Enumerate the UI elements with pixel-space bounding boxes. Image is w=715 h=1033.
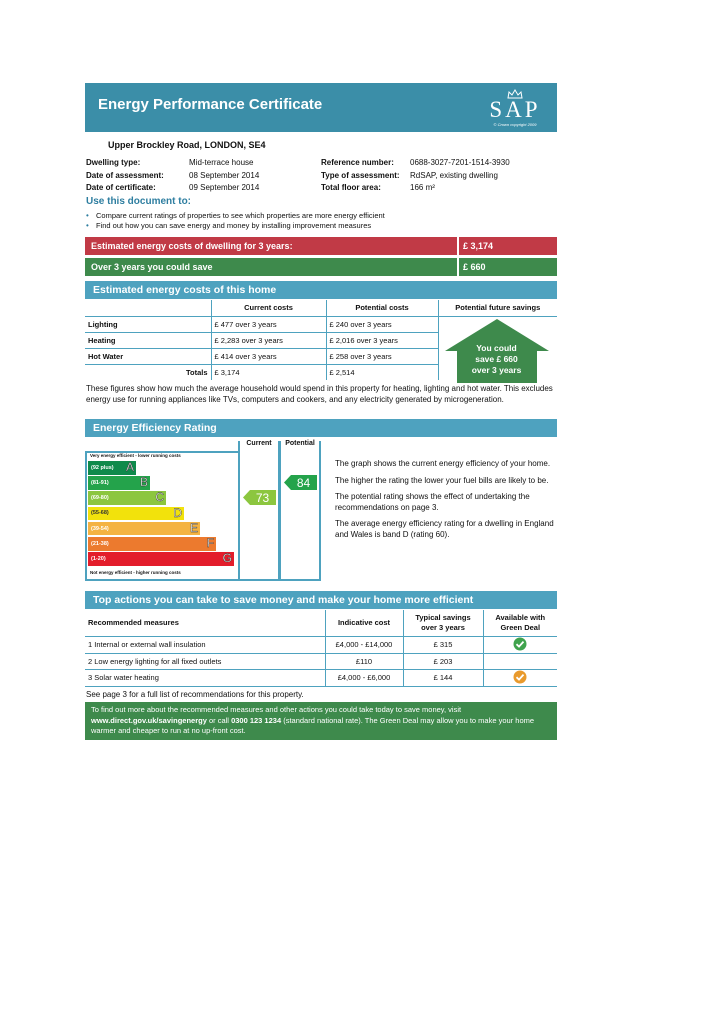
current-rating-value: 73 [255,490,270,505]
save-summary-bar [85,258,557,276]
bullet-text: Find out how you can save energy and money by installing improvement measures [96,221,372,230]
band-range: (1-20) [91,555,106,562]
table-header: Available with Green Deal [483,610,557,636]
band-range: (69-80) [91,495,109,502]
see-page-note: See page 3 for a full list of recommendations for this property. [86,690,304,699]
info-label: Date of certificate: [86,183,156,192]
band-range: (81-91) [91,479,109,486]
band-range: (92 plus) [91,464,114,471]
table-row [85,316,557,332]
rating-band-f [88,537,216,551]
table-header-row [85,300,557,316]
measure-name: 2 Low energy lighting for all fixed outlets [85,653,325,669]
band-letter: G [222,551,232,566]
band-letter: C [155,490,164,505]
orange-tick-icon [513,670,527,684]
table-header: Indicative cost [325,610,403,636]
info-label: Reference number: [321,158,394,167]
measure-saving: £ 203 [403,653,483,669]
current-cost: £ 477 over 3 years [211,316,326,332]
bottom-note: Not energy efficient - higher running costs [90,570,181,575]
green-deal-cell [483,636,557,653]
top-note: Very energy efficient - lower running costs [90,453,181,458]
cost-item: Heating [85,332,211,348]
table-row [85,636,557,653]
rating-chart [85,439,325,582]
actions-table [85,610,557,687]
info-value: 0688-3027-7201-1514-3930 [410,158,510,167]
measure-saving: £ 144 [403,669,483,686]
total-current: £ 3,174 [211,364,326,380]
green-deal-cell [483,669,557,686]
table-row [85,653,557,669]
header-bar [85,83,557,132]
logo-copyright: © Crown copyright 2009 [493,122,537,127]
current-column [238,441,280,581]
band-letter: A [125,460,134,474]
use-title: Use this document to: [86,196,192,207]
measure-cost: £110 [325,653,403,669]
green-deal-cell [483,653,557,669]
info-label: Total floor area: [321,183,381,192]
actions-section-title: Top actions you can take to save money and make your home more efficient [85,591,557,609]
efficiency-rating [85,439,557,582]
page-title: Energy Performance Certificate [98,96,323,113]
table-row [85,669,557,686]
band-range: (21-38) [91,540,109,547]
logo-text: SAP [489,97,541,122]
cost-summary-bar [85,237,557,255]
info-value: Mid-terrace house [189,158,254,167]
info-label: Date of assessment: [86,170,164,180]
rating-band-a [88,461,136,475]
potential-cost: £ 258 over 3 years [326,348,438,364]
info-left [86,157,259,195]
table-header: Potential costs [326,300,438,316]
totals-label: Totals [85,364,211,380]
potential-rating-arrow [284,475,317,490]
green-tick-icon [513,637,527,651]
table-header-row [85,610,557,636]
potential-column [279,441,321,581]
measure-cost: £4,000 - £6,000 [325,669,403,686]
band-letter: B [139,475,148,490]
info-value: RdSAP, existing dwelling [410,170,498,180]
potential-column-header: Potential [285,440,315,447]
table-header: Recommended measures [85,610,325,636]
measure-name: 1 Internal or external wall insulation [85,636,325,653]
current-column-header: Current [246,440,272,447]
save-summary-value: £ 660 [457,258,557,276]
cost-item: Hot Water [85,348,211,364]
save-summary-label: Over 3 years you could save [91,262,213,272]
rating-band-c [88,491,166,505]
table-header: Current costs [211,300,326,316]
band-letter: D [173,505,182,520]
info-right [321,157,510,195]
phone-number: 0300 123 1234 [231,715,282,725]
efficiency-explanation: The graph shows the current energy efficiency of your home. The higher the rating the lower your fuel bills are likely to be. The potential rating shows the effect of undertaking the recommendations on page 3. The average energy efficiency rating for a dwelling in England and Wales is band D (rating 60). [335,459,554,539]
measure-saving: £ 315 [403,636,483,653]
band-range: (39-54) [91,525,109,532]
info-value: 08 September 2014 [189,170,260,180]
rating-band-e [88,522,200,536]
info-label: Type of assessment: [321,170,400,180]
bullet-text: Compare current ratings of properties to see which properties are more energy efficient [96,211,385,220]
costs-table [85,300,557,380]
savings-text: You could save £ 660 over 3 years [471,342,522,375]
bullet-icon: • [86,221,89,230]
potential-cost: £ 240 over 3 years [326,316,438,332]
total-potential: £ 2,514 [326,364,438,380]
efficiency-section-title: Energy Efficiency Rating [85,419,557,437]
costs-section-title: Estimated energy costs of this home [85,281,557,299]
current-cost: £ 2,283 over 3 years [211,332,326,348]
cost-item: Lighting [85,316,211,332]
cost-summary-value: £ 3,174 [457,237,557,255]
savingenergy-link[interactable]: www.direct.gov.uk/savingenergy [91,715,207,725]
rating-band-b [88,476,150,490]
future-savings-cell [438,316,557,380]
table-header: Potential future savings [438,300,557,316]
table-header: Typical savings over 3 years [403,610,483,636]
use-bullets [86,211,385,231]
costs-explanation: These figures show how much the average household would spend in this property for heating, lighting and hot water. This excludes energy use for running appliances like TVs, computers and cookers, and any electricity generated by microgeneration. [86,384,553,404]
property-address: Upper Brockley Road, LONDON, SE4 [108,140,266,150]
measure-name: 3 Solar water heating [85,669,325,686]
rating-band-g [88,552,234,566]
rating-band-d [88,507,184,521]
green-deal-box: To find out more about the recommended measures and other actions you could take today to save money, visit www.direct.gov.uk/savingenergy or call 0300 123 1234 (standard national rate). The Green Deal may allow you to make your home warmer and cheaper to run at no up-front cost. [85,702,557,740]
potential-rating-value: 84 [296,475,311,490]
bullet-icon: • [86,211,89,220]
measure-cost: £4,000 - £14,000 [325,636,403,653]
band-letter: E [189,520,198,535]
band-range: (55-68) [91,510,109,517]
current-rating-arrow [243,490,276,505]
band-letter: F [206,536,214,550]
savings-house [445,319,549,383]
cost-summary-label: Estimated energy costs of dwelling for 3 years: [91,241,293,251]
table-header [85,300,211,316]
epc-document [85,83,557,735]
info-value: 166 m² [410,183,435,192]
sap-logo [485,89,545,129]
info-label: Dwelling type: [86,158,141,167]
current-cost: £ 414 over 3 years [211,348,326,364]
info-value: 09 September 2014 [189,183,260,192]
potential-cost: £ 2,016 over 3 years [326,332,438,348]
